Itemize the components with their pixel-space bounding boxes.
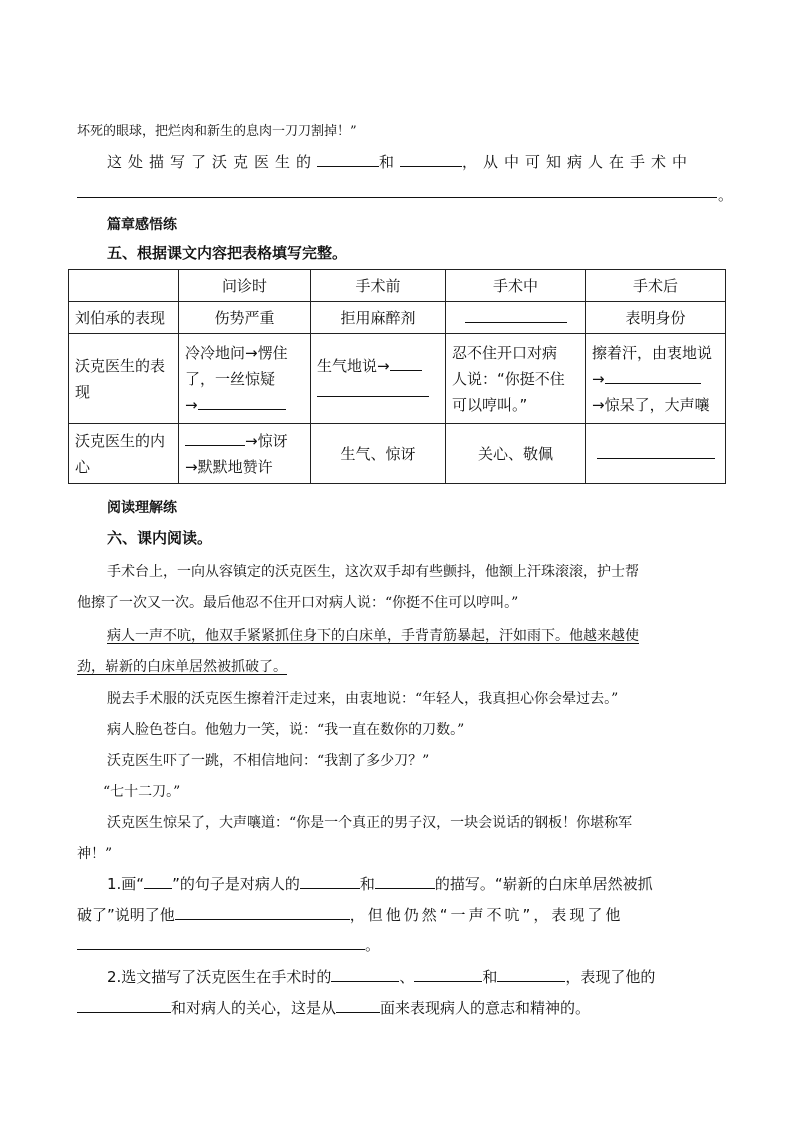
question-text: 面来表现病人的意志和精神的。: [380, 999, 591, 1017]
question-1-line-1: [107, 873, 653, 894]
answer-blank[interactable]: [175, 905, 350, 920]
answer-blank[interactable]: [336, 998, 380, 1013]
passage-line: 脱去手术服的沃克医生擦着汗走过来，由衷地说：“年轻人，我真担心你会晕过去。”: [107, 691, 619, 707]
question-text: ，从中可知病人在手术中: [462, 153, 694, 171]
passage-underlined-line: 病人一声不吭，他双手紧紧抓住身下的白床单，手背青筋暴起，汗如雨下。他越来越使: [107, 628, 639, 644]
section-heading-piece: 篇章感悟练: [107, 217, 177, 233]
answer-blank[interactable]: [390, 356, 422, 371]
answer-blank[interactable]: [605, 369, 701, 384]
table-cell: 生气、惊讶: [311, 424, 446, 484]
cell-line: [317, 353, 439, 379]
cell-line: 可以哼叫。”: [452, 395, 528, 414]
cell-line: [317, 379, 439, 405]
table-cell: 拒用麻醉剂: [311, 302, 446, 334]
passage-line: 手术台上，一向从容镇定的沃克医生，这次双手却有些颤抖，他额上汗珠滚滚，护士帮: [107, 564, 639, 580]
row-label: 刘伯承的表现: [69, 302, 179, 334]
cell-line: [185, 392, 304, 418]
header-cell: 手术后: [586, 270, 726, 302]
question-2-line-1: [107, 966, 655, 987]
question-text: 的描写。“崭新的白床单居然被抓: [434, 875, 653, 893]
answer-blank[interactable]: [317, 382, 429, 397]
passage-line: 神！”: [77, 846, 113, 862]
underline-sample: [144, 874, 172, 889]
question-text: 这处描写了沃克医生的: [107, 153, 318, 171]
answer-blank[interactable]: [465, 308, 567, 323]
header-cell: 手术前: [311, 270, 446, 302]
passage-underlined-line: 劲，崭新的白床单居然被抓破了。: [77, 659, 287, 675]
table-cell: 伤势严重: [179, 302, 311, 334]
cell-line: 人说：“你挺不住: [452, 369, 565, 388]
passage-line: 沃克医生吓了一跳，不相信地问：“我割了多少刀？”: [107, 753, 430, 769]
fill-table: [68, 269, 726, 484]
answer-blank[interactable]: [198, 395, 286, 410]
question-2-line-2: [77, 997, 590, 1018]
question-text: 和对病人的关心，这是从: [171, 999, 337, 1017]
answer-blank[interactable]: [317, 152, 379, 167]
table-row: [69, 424, 726, 484]
passage-line: 他擦了一次又一次。最后他忍不住开口对病人说：“你挺不住可以哼叫。”: [77, 595, 519, 611]
answer-blank[interactable]: [375, 874, 435, 889]
question-1-line-3: [77, 934, 380, 955]
cell-line: 了，一丝惊疑: [185, 369, 276, 388]
question-text: 和: [359, 875, 375, 893]
question-text: ”的句子是对病人的: [172, 875, 300, 893]
passage-line: 病人脸色苍白。他勉力一笑，说：“我一直在数你的刀数。”: [107, 722, 465, 738]
header-cell: 手术中: [446, 270, 586, 302]
cell-line: 忍不住开口对病: [452, 343, 558, 362]
question-text: 和: [482, 968, 498, 986]
question-text: 。: [365, 936, 381, 954]
question-text: 、: [399, 968, 415, 986]
question-text: ，表现了他的: [565, 968, 656, 986]
row-label: 沃克医生的表现: [69, 334, 179, 424]
q6-title: 六、课内阅读。: [107, 529, 213, 547]
question-text: 和: [379, 153, 401, 171]
answer-blank[interactable]: [77, 935, 365, 950]
table-cell-blank[interactable]: [446, 302, 586, 334]
question-text: 破了”说明了他: [77, 906, 175, 924]
question-text: 2.选文描写了沃克医生在手术时的: [107, 968, 332, 986]
arrow-text: →: [185, 395, 198, 414]
cell-line: 冷冷地问→愣住: [185, 343, 288, 362]
q5-title: 五、根据课文内容把表格填写完整。: [107, 244, 348, 262]
answer-blank[interactable]: [185, 431, 245, 446]
cell-text: →惊讶: [245, 431, 288, 450]
question-line-1: [107, 151, 693, 172]
cell-line: 擦着汗，由衷地说: [592, 343, 713, 362]
question-text: ，但他仍然“一声不吭”，表现了他: [349, 906, 624, 924]
table-row: [69, 334, 726, 424]
table-cell: 关心、敬佩: [446, 424, 586, 484]
cell-line: [185, 428, 304, 454]
cell-line: →默默地赞许: [185, 457, 273, 476]
passage-line: “七十二刀。”: [103, 784, 181, 800]
answer-blank[interactable]: [400, 152, 462, 167]
period: 。: [718, 186, 734, 204]
answer-blank[interactable]: [497, 967, 565, 982]
table-cell: [179, 424, 311, 484]
quote-ending: 坏死的眼球，把烂肉和新生的息肉一刀刀割掉！”: [77, 124, 357, 139]
answer-line[interactable]: [77, 183, 717, 198]
passage-line: 沃克医生惊呆了，大声嚷道：“你是一个真正的男子汉，一块会说话的钢板！你堪称军: [107, 815, 633, 831]
table-row: [69, 302, 726, 334]
header-cell: 问诊时: [179, 270, 311, 302]
answer-blank[interactable]: [597, 444, 715, 459]
table-header-row: [69, 270, 726, 302]
cell-line: →惊呆了，大声嚷: [592, 395, 710, 414]
table-cell: [586, 334, 726, 424]
arrow-text: →: [592, 369, 605, 388]
table-cell: [179, 334, 311, 424]
table-cell: 表明身份: [586, 302, 726, 334]
cell-text: 生气地说→: [317, 356, 390, 375]
table-cell-blank[interactable]: [586, 424, 726, 484]
answer-blank[interactable]: [77, 998, 171, 1013]
question-1-line-2: [77, 904, 623, 925]
question-text: 1.画“: [107, 875, 145, 893]
header-cell: [69, 270, 179, 302]
table-cell: [446, 334, 586, 424]
table-cell: [311, 334, 446, 424]
cell-line: [592, 366, 719, 392]
answer-blank[interactable]: [300, 874, 360, 889]
row-label: 沃克医生的内心: [69, 424, 179, 484]
section-heading-reading: 阅读理解练: [107, 500, 177, 516]
answer-blank[interactable]: [331, 967, 399, 982]
answer-blank[interactable]: [414, 967, 482, 982]
